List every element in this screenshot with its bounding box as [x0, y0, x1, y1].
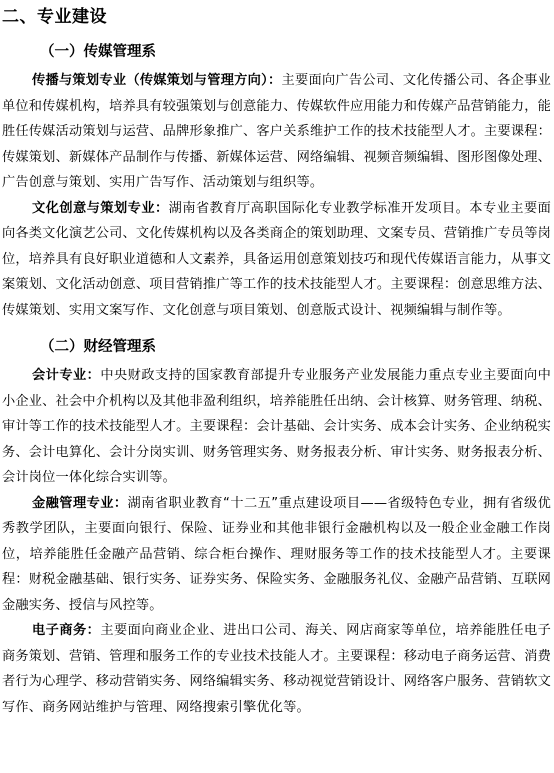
section-title: （二）财经管理系 [40, 339, 156, 355]
major-description: 主要面向商业企业、进出口公司、海关、网店商家等单位，培养能胜任电子商务策划、营销、管理和服务工作的专业技术技能人才。主要课程：移动电子商务运营、消费者行为心理学、移动营销实务、网络编辑实务、移动视觉营销设计、网络客户服务、营销软文写作、商务网站维护与管理、网络搜索引擎优化等。 [2, 623, 551, 715]
major-paragraph [0, 363, 554, 491]
major-paragraph [0, 68, 554, 196]
major-paragraph [0, 618, 554, 720]
section-media-management [0, 42, 554, 323]
major-description: 湖南省职业教育“十二五”重点建设项目——省级特色专业，拥有省级优秀教学团队，主要面向银行、保险、证券业和其他非银行金融机构以及一般企业金融工作岗位，培养能胜任金融产品营销、综合柜台操作、理财服务等工作的技术技能型人才。主要课程：财税金融基础、银行实务、证券实务、保险实务、金融服务礼仪、金融产品营销、互联网金融实务、授信与风控等。 [2, 495, 551, 613]
major-name: 传播与策划专业（传媒策划与管理方向）： [32, 73, 282, 88]
major-name: 会计专业： [32, 368, 101, 383]
major-paragraph [0, 196, 554, 324]
section-finance-management [0, 337, 554, 720]
major-name: 金融管理专业： [32, 495, 128, 511]
major-description: 中央财政支持的国家教育部提升专业服务产业发展能力重点专业主要面向中小企业、社会中介机构以及其他非盈利组织，培养能胜任出纳、会计核算、财务管理、纳税、审计等工作的技术技能型人才。主要课程：会计基础、会计实务、成本会计实务、企业纳税实务、会计电算化、会计分岗实训、财务管理实务、财务报表分析、审计实务、财务报表分析、会计岗位一体化综合实训等。 [2, 368, 551, 485]
major-name: 文化创意与策划专业： [32, 200, 169, 216]
major-description: 湖南省教育厅高职国际化专业教学标准开发项目。本专业主要面向各类文化演艺公司、文化传媒机构以及各类商企的策划助理、文案专员、营销推广专员等岗位，培养具有良好职业道德和人文素养，具备运用创意策划技巧和现代传媒语言能力，从事文案策划、文化活动创意、项目营销推广等工作的技术技能型人才。主要课程：创意思维方法、传媒策划、实用文案写作、文化创意与项目策划、创意版式设计、视频编辑与制作等。 [2, 200, 551, 318]
major-paragraph [0, 491, 554, 619]
major-description: 主要面向广告公司、文化传播公司、各企事业单位和传媒机构，培养具有较强策划与创意能力、传媒软件应用能力和传媒产品营销能力，能胜任传媒活动策划与运营、品牌形象推广、客户关系维护工作的技术技能型人才。主要课程：传媒策划、新媒体产品制作与传播、新媒体运营、网络编辑、视频音频编辑、图形图像处理、广告创意与策划、实用广告写作、活动策划与组织等。 [2, 73, 552, 190]
major-name: 电子商务： [32, 623, 101, 638]
page-heading: 二、专业建设 [2, 7, 107, 27]
section-title: （一）传媒管理系 [40, 44, 156, 60]
